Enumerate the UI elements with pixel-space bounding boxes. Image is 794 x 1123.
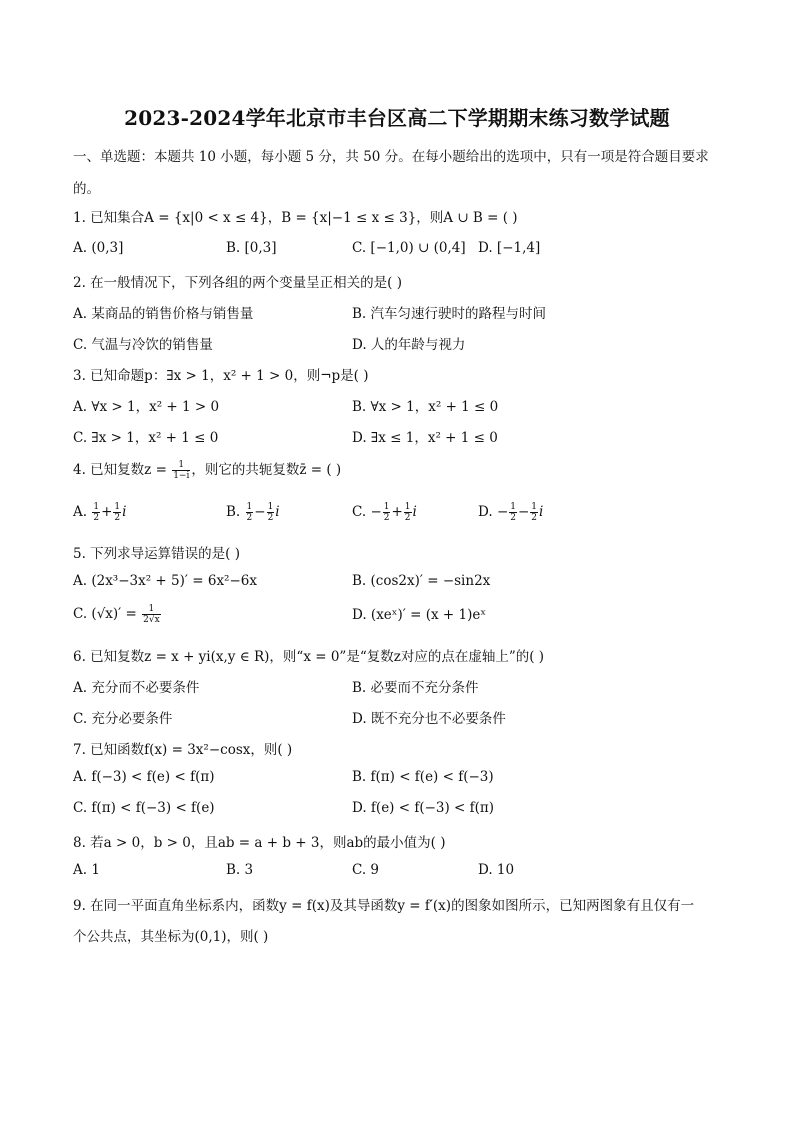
fraction-numerator: 1: [93, 502, 100, 512]
question-6-stem: 6. 已知复数z = x + yi(x,y ∈ R)，则“x = 0”是“复数z对应的点在虚轴上”的( ): [73, 649, 545, 665]
option-label: B.: [226, 504, 241, 520]
option-imag-unit: i: [122, 504, 127, 520]
option-imag-unit: i: [412, 504, 417, 520]
question-3-option-a: A. ∀x > 1，x² + 1 > 0: [73, 399, 220, 415]
option-imag-unit: i: [275, 504, 280, 520]
question-4-stem: [73, 458, 341, 481]
question-8-option-a: A. 1: [73, 862, 100, 878]
option-fraction: [142, 604, 161, 625]
fraction-denominator: 2√x: [143, 615, 160, 625]
question-4-option-d: [478, 502, 543, 523]
fraction-numerator: 1: [267, 502, 274, 512]
question-5-option-b: B. (cos2x)′ = −sin2x: [352, 573, 491, 589]
question-3-option-d: D. ∃x ≤ 1，x² + 1 ≤ 0: [352, 430, 498, 446]
question-1-option-b: B. [0,3]: [226, 240, 277, 256]
fraction-numerator: 1: [172, 460, 190, 471]
option-label: D.: [478, 504, 493, 520]
question-8-option-b: B. 3: [226, 862, 254, 878]
option-fraction: [267, 502, 275, 523]
fraction-denominator: 2: [93, 513, 100, 523]
option-text: C. (√x)′ =: [73, 606, 142, 622]
question-6-option-c: C. 充分必要条件: [73, 711, 173, 727]
question-7-option-c: C. f(π) < f(−3) < f(e): [73, 800, 215, 816]
question-4-option-c: [352, 502, 417, 523]
page-title: 2023-2024学年北京市丰台区高二下学期期末练习数学试题: [124, 106, 670, 130]
option-label: A.: [73, 504, 88, 520]
option-fraction: [509, 502, 517, 523]
section-heading-line1: 一、单选题：本题共 10 小题，每小题 5 分，共 50 分。在每小题给出的选项中，只有一项是符合题目要求: [73, 149, 709, 165]
fraction-numerator: 1: [404, 502, 411, 512]
question-2-option-a: A. 某商品的销售价格与销售量: [73, 306, 254, 322]
question-1-stem: 1. 已知集合A = {x|0 < x ≤ 4}，B = {x|−1 ≤ x ≤ 3}，则A ∪ B = ( ): [73, 210, 518, 226]
question-7-option-d: D. f(e) < f(−3) < f(π): [352, 800, 495, 816]
option-fraction: [404, 502, 412, 523]
question-8-stem: 8. 若a > 0，b > 0，且ab = a + b + 3，则ab的最小值为( ): [73, 835, 446, 851]
option-fraction: [246, 502, 254, 523]
fraction-denominator: 2: [114, 513, 121, 523]
option-fraction: [530, 502, 538, 523]
fraction-denominator: 2: [404, 513, 411, 523]
question-1-option-c: C. [−1,0) ∪ (0,4]: [352, 240, 466, 256]
fraction-numerator: 1: [246, 502, 253, 512]
question-7-stem: 7. 已知函数f(x) = 3x²−cosx，则( ): [73, 742, 293, 758]
fraction-denominator: 2: [267, 513, 274, 523]
question-9-stem-line1: 9. 在同一平面直角坐标系内，函数y = f(x)及其导函数y = f′(x)的图象如图所示，已知两图象有且仅有一: [73, 898, 695, 914]
option-sign: −: [370, 504, 382, 520]
fraction-denominator: 2: [510, 513, 516, 523]
fraction-numerator: 1: [114, 502, 121, 512]
question-2-option-c: C. 气温与冷饮的销售量: [73, 337, 213, 353]
option-imag-unit: i: [539, 504, 544, 520]
question-2-option-b: B. 汽车匀速行驶时的路程与时间: [352, 306, 547, 322]
fraction-numerator: 1: [383, 502, 390, 512]
option-sign: −: [496, 504, 509, 520]
question-7-option-a: A. f(−3) < f(e) < f(π): [73, 769, 215, 785]
option-fraction: [113, 502, 121, 523]
option-operator: −: [517, 504, 530, 520]
option-fraction: [92, 502, 100, 523]
question-4-option-b: [226, 502, 280, 523]
option-label: C.: [352, 504, 367, 520]
question-4-stem-text: 4. 已知复数z =: [73, 462, 172, 478]
question-6-option-a: A. 充分而不必要条件: [73, 680, 200, 696]
question-3-stem: 3. 已知命题p：∃x > 1，x² + 1 > 0，则¬p是( ): [73, 368, 369, 384]
question-1-option-d: D. [−1,4]: [478, 240, 541, 256]
question-6-option-d: D. 既不充分也不必要条件: [352, 711, 506, 727]
question-1-option-a: A. (0,3]: [73, 240, 124, 256]
question-2-option-d: D. 人的年龄与视力: [352, 337, 466, 353]
question-8-option-c: C. 9: [352, 862, 380, 878]
question-2-stem: 2. 在一般情况下，下列各组的两个变量呈正相关的是( ): [73, 275, 402, 291]
fraction-denominator: 2: [531, 513, 538, 523]
question-3-option-b: B. ∀x > 1，x² + 1 ≤ 0: [352, 399, 499, 415]
option-fraction: [383, 502, 391, 523]
option-operator: +: [101, 504, 113, 520]
option-operator: −: [254, 504, 266, 520]
fraction-denominator: 2: [246, 513, 253, 523]
question-4-fraction: [172, 460, 190, 481]
question-4-option-a: [73, 502, 126, 523]
option-operator: +: [391, 504, 403, 520]
question-8-option-d: D. 10: [478, 862, 515, 878]
section-heading-line2: 的。: [73, 181, 100, 197]
fraction-numerator: 1: [510, 502, 516, 512]
question-5-option-c: [73, 604, 162, 625]
question-6-option-b: B. 必要而不充分条件: [352, 680, 479, 696]
question-5-option-a: A. (2x³−3x² + 5)′ = 6x²−6x: [73, 573, 257, 589]
fraction-numerator: 1: [142, 604, 161, 615]
question-5-stem: 5. 下列求导运算错误的是( ): [73, 546, 240, 562]
question-7-option-b: B. f(π) < f(e) < f(−3): [352, 769, 494, 785]
question-4-stem-tail: ，则它的共轭复数z̄ = ( ): [191, 462, 342, 478]
question-5-option-d: D. (xeˣ)′ = (x + 1)eˣ: [352, 607, 487, 623]
fraction-denominator: 2: [383, 513, 390, 523]
fraction-numerator: 1: [531, 502, 538, 512]
fraction-denominator: 1−i: [173, 471, 190, 481]
question-3-option-c: C. ∃x > 1，x² + 1 ≤ 0: [73, 430, 219, 446]
question-9-stem-line2: 个公共点，其坐标为(0,1)，则( ): [73, 929, 269, 945]
